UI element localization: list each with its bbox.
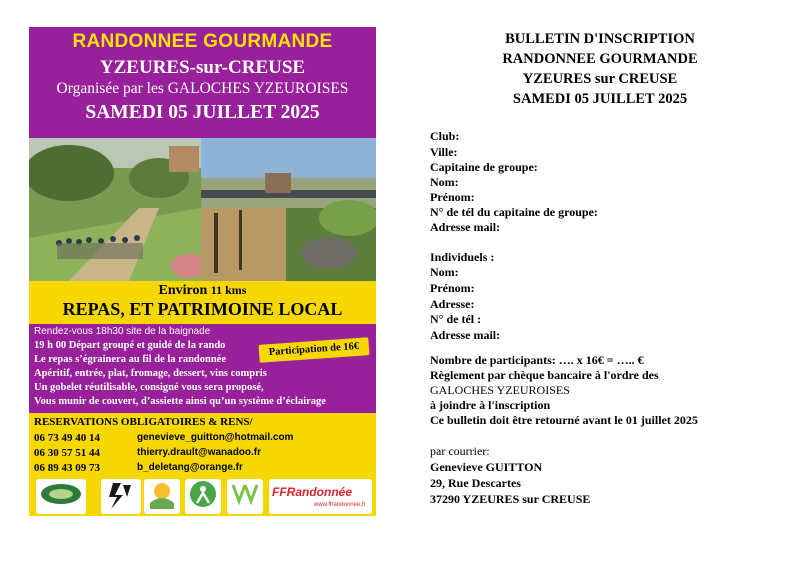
event-theme: REPAS, ET PATRIMOINE LOCAL [62, 299, 343, 319]
poster-location: YZEURES-sur-CREUSE [99, 57, 306, 78]
form-title: RANDONNEE GOURMANDE [502, 51, 698, 67]
field-nom[interactable]: Nom: [430, 175, 459, 189]
field-email[interactable]: Adresse mail: [430, 220, 501, 234]
info-line: 19 h 00 Départ groupé et guidé de la rando [34, 340, 226, 351]
galoches-logo [36, 479, 86, 514]
payment-line: GALOCHES YZEUROISES [430, 383, 570, 397]
form-title: SAMEDI 05 JUILLET 2025 [512, 91, 688, 107]
field-indiv-tel[interactable]: N° de tél : [430, 312, 482, 326]
form-title: BULLETIN D'INSCRIPTION [505, 31, 695, 47]
distance-text [29, 283, 376, 299]
field-capitaine[interactable]: Capitaine de groupe: [430, 160, 538, 174]
distance-section [29, 281, 376, 324]
contact-email[interactable]: b_deletang@orange.fr [137, 462, 243, 473]
info-line: Rendez-vous 18h30 site de la baignade [34, 326, 211, 337]
info-line: Apéritif, entrée, plat, fromage, dessert, vins compris [34, 368, 267, 379]
poster-date: SAMEDI 05 JUILLET 2025 [85, 102, 320, 123]
participation-badge: Participation de 16€ [259, 337, 370, 363]
field-prenom[interactable]: Prénom: [430, 190, 475, 204]
ffrandonnee-logo [269, 479, 372, 514]
distance-prefix: Environ [158, 283, 208, 298]
field-indiv-adresse[interactable]: Adresse: [430, 297, 475, 311]
photo-collage-image [29, 138, 376, 281]
pays-logo [144, 479, 180, 514]
reservations-title: RESERVATIONS OBLIGATOIRES & RENS/ [34, 416, 253, 428]
field-indiv-nom[interactable]: Nom: [430, 265, 459, 279]
deadline-line: Ce bulletin doit être retourné avant le 01 juillet 2025 [430, 413, 698, 427]
ffr-brand: FFRandonnée [272, 485, 352, 499]
form-title: YZEURES sur CREUSE [522, 71, 678, 87]
yv-logo [227, 479, 263, 514]
mail-line: par courrier: [430, 444, 490, 458]
credit-agricole-logo [101, 479, 141, 514]
photo-collage [29, 138, 376, 281]
poster-organiser: Organisée par les GALOCHES YZEUROISES [56, 80, 349, 97]
field-club[interactable]: Club: [430, 129, 460, 143]
field-indiv-email[interactable]: Adresse mail: [430, 328, 501, 342]
mail-city: 37290 YZEURES sur CREUSE [430, 492, 591, 506]
field-ville[interactable]: Ville: [430, 145, 458, 159]
contact-email[interactable]: genevieve_guitton@hotmail.com [137, 432, 294, 443]
info-line: Vous munir de couvert, d’assiette ainsi qu’un système d’éclairage [34, 396, 326, 407]
payment-line: Règlement par chèque bancaire à l'ordre des [430, 368, 659, 382]
distance-value: 11 kms [210, 283, 247, 297]
section-individuels: Individuels : [430, 250, 495, 264]
sport-logo [185, 479, 221, 514]
sponsor-logos [29, 477, 376, 516]
payment-line: à joindre à l'inscription [430, 398, 551, 412]
contact-phone: 06 30 57 51 44 [34, 447, 100, 459]
contact-email[interactable]: thierry.drault@wanadoo.fr [137, 447, 262, 458]
poster-header [29, 27, 376, 138]
field-indiv-prenom[interactable]: Prénom: [430, 281, 475, 295]
event-info [29, 324, 376, 413]
field-tel-capitaine[interactable]: N° de tél du capitaine de groupe: [430, 205, 598, 219]
mail-name: Genevieve GUITTON [430, 460, 543, 474]
contact-phone: 06 73 49 40 14 [34, 432, 100, 444]
participants-count[interactable]: Nombre de participants: …. x 16€ = ….. € [430, 353, 644, 367]
poster-title: RANDONNEE GOURMANDE [72, 31, 333, 52]
info-line: Un gobelet réutilisable, consigné vous sera proposé, [34, 382, 264, 393]
info-line: Le repas s’égrainera au fil de la randonnée [34, 354, 227, 365]
ffr-url[interactable]: www.ffrandonnee.fr [314, 502, 366, 508]
mail-street: 29, Rue Descartes [430, 476, 521, 490]
contact-phone: 06 89 43 09 73 [34, 462, 100, 474]
event-poster [29, 27, 376, 516]
reservations-section [29, 413, 376, 477]
